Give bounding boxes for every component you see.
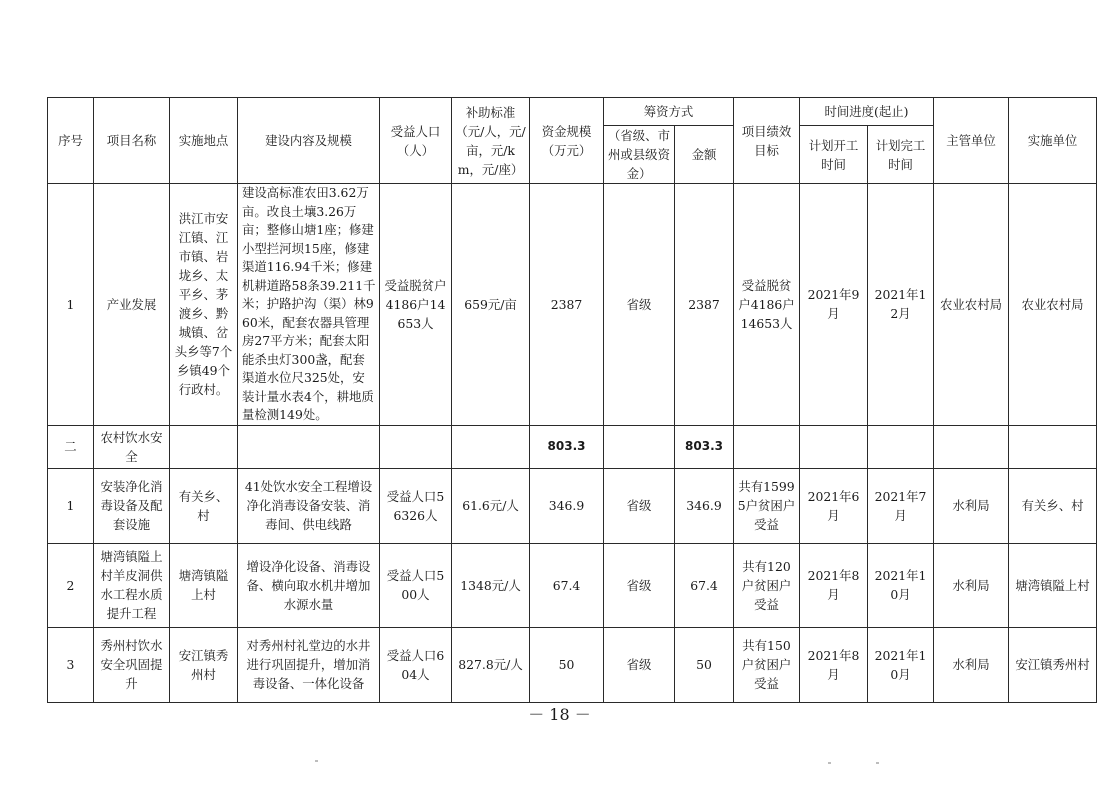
section-executor bbox=[1009, 425, 1097, 468]
section-authority bbox=[934, 425, 1009, 468]
scan-speck bbox=[315, 760, 318, 762]
cell-content: 对秀州村礼堂边的水井进行巩固提升，增加消毒设备、一体化设备 bbox=[238, 627, 380, 702]
cell-subsidy: 61.6元/人 bbox=[452, 468, 530, 543]
scan-speck bbox=[828, 762, 831, 764]
cell-end: 2021年12月 bbox=[868, 184, 934, 426]
cell-beneficiaries: 受益人口56326人 bbox=[380, 468, 452, 543]
header-end: 计划完工时间 bbox=[868, 126, 934, 184]
cell-authority: 水利局 bbox=[934, 468, 1009, 543]
cell-funding-amount: 2387 bbox=[675, 184, 734, 426]
cell-end: 2021年10月 bbox=[868, 543, 934, 627]
cell-seq: 1 bbox=[48, 468, 94, 543]
cell-name: 塘湾镇隘上村羊皮洞供水工程水质提升工程 bbox=[94, 543, 170, 627]
cell-start: 2021年9月 bbox=[800, 184, 868, 426]
cell-seq: 2 bbox=[48, 543, 94, 627]
cell-executor: 塘湾镇隘上村 bbox=[1009, 543, 1097, 627]
cell-subsidy: 659元/亩 bbox=[452, 184, 530, 426]
cell-end: 2021年7月 bbox=[868, 468, 934, 543]
header-content: 建设内容及规模 bbox=[238, 98, 380, 184]
header-scale: 资金规模（万元） bbox=[530, 98, 604, 184]
header-start: 计划开工时间 bbox=[800, 126, 868, 184]
cell-location: 安江镇秀州村 bbox=[170, 627, 238, 702]
cell-performance: 受益脱贫户4186户14653人 bbox=[734, 184, 800, 426]
project-plan-table bbox=[47, 97, 1097, 703]
header-subsidy: 补助标准（元/人，元/亩，元/km，元/座） bbox=[452, 98, 530, 184]
cell-authority: 水利局 bbox=[934, 627, 1009, 702]
header-location: 实施地点 bbox=[170, 98, 238, 184]
cell-start: 2021年8月 bbox=[800, 627, 868, 702]
table-row bbox=[48, 543, 1097, 627]
cell-beneficiaries: 受益人口604人 bbox=[380, 627, 452, 702]
cell-beneficiaries: 受益脱贫户4186户14653人 bbox=[380, 184, 452, 426]
cell-funding-source: 省级 bbox=[604, 627, 675, 702]
header-name: 项目名称 bbox=[94, 98, 170, 184]
cell-funding-source: 省级 bbox=[604, 468, 675, 543]
cell-location: 有关乡、村 bbox=[170, 468, 238, 543]
cell-authority: 水利局 bbox=[934, 543, 1009, 627]
cell-funding-amount: 67.4 bbox=[675, 543, 734, 627]
cell-executor: 有关乡、村 bbox=[1009, 468, 1097, 543]
header-executor: 实施单位 bbox=[1009, 98, 1097, 184]
cell-name: 产业发展 bbox=[94, 184, 170, 426]
cell-seq: 1 bbox=[48, 184, 94, 426]
header-schedule: 时间进度(起止) bbox=[800, 98, 934, 126]
cell-funding-source: 省级 bbox=[604, 543, 675, 627]
section-end bbox=[868, 425, 934, 468]
section-location bbox=[170, 425, 238, 468]
cell-subsidy: 1348元/人 bbox=[452, 543, 530, 627]
cell-scale: 50 bbox=[530, 627, 604, 702]
cell-scale: 2387 bbox=[530, 184, 604, 426]
section-content bbox=[238, 425, 380, 468]
header-row-1 bbox=[48, 98, 1097, 126]
cell-name: 秀州村饮水安全巩固提升 bbox=[94, 627, 170, 702]
cell-executor: 农业农村局 bbox=[1009, 184, 1097, 426]
header-authority: 主管单位 bbox=[934, 98, 1009, 184]
scan-speck bbox=[876, 762, 879, 764]
header-beneficiaries: 受益人口（人） bbox=[380, 98, 452, 184]
section-row bbox=[48, 425, 1097, 468]
cell-start: 2021年8月 bbox=[800, 543, 868, 627]
cell-content: 41处饮水安全工程增设净化消毒设备安装、消毒间、供电线路 bbox=[238, 468, 380, 543]
section-scale: 803.3 bbox=[530, 425, 604, 468]
cell-performance: 共有15995户贫困户受益 bbox=[734, 468, 800, 543]
cell-scale: 346.9 bbox=[530, 468, 604, 543]
cell-funding-source: 省级 bbox=[604, 184, 675, 426]
section-funding-source bbox=[604, 425, 675, 468]
header-funding-amount: 金额 bbox=[675, 126, 734, 184]
section-beneficiaries bbox=[380, 425, 452, 468]
cell-location: 洪江市安江镇、江市镇、岩垅乡、太平乡、茅渡乡、黔城镇、岔头乡等7个乡镇49个行政村。 bbox=[170, 184, 238, 426]
cell-name: 安装净化消毒设备及配套设施 bbox=[94, 468, 170, 543]
section-funding-amount: 803.3 bbox=[675, 425, 734, 468]
cell-performance: 共有120户贫困户受益 bbox=[734, 543, 800, 627]
header-performance: 项目绩效目标 bbox=[734, 98, 800, 184]
table-row bbox=[48, 627, 1097, 702]
section-performance bbox=[734, 425, 800, 468]
section-name: 农村饮水安全 bbox=[94, 425, 170, 468]
cell-start: 2021年6月 bbox=[800, 468, 868, 543]
cell-performance: 共有150户贫困户受益 bbox=[734, 627, 800, 702]
cell-subsidy: 827.8元/人 bbox=[452, 627, 530, 702]
section-subsidy bbox=[452, 425, 530, 468]
header-funding: 筹资方式 bbox=[604, 98, 734, 126]
section-seq: 二 bbox=[48, 425, 94, 468]
cell-content: 增设净化设备、消毒设备、横向取水机井增加水源水量 bbox=[238, 543, 380, 627]
cell-beneficiaries: 受益人口500人 bbox=[380, 543, 452, 627]
cell-seq: 3 bbox=[48, 627, 94, 702]
cell-content: 建设高标准农田3.62万亩。改良土壤3.26万亩；整修山塘1座；修建小型拦河坝15座，修建渠道116.94千米；修建机耕道路58条39.211千米；护路护沟（渠）林960米，配套农器具管理房27平方米；配套太阳能杀虫灯300盏，配套渠道水位尺325处，安装计量水表4个，耕地质量检测149处。 bbox=[238, 184, 380, 426]
cell-executor: 安江镇秀州村 bbox=[1009, 627, 1097, 702]
table-row bbox=[48, 184, 1097, 426]
header-seq: 序号 bbox=[48, 98, 94, 184]
table-row bbox=[48, 468, 1097, 543]
header-funding-source: （省级、市州或县级资金） bbox=[604, 126, 675, 184]
cell-funding-amount: 346.9 bbox=[675, 468, 734, 543]
section-start bbox=[800, 425, 868, 468]
cell-funding-amount: 50 bbox=[675, 627, 734, 702]
cell-scale: 67.4 bbox=[530, 543, 604, 627]
cell-authority: 农业农村局 bbox=[934, 184, 1009, 426]
page-number: － 18 － bbox=[528, 705, 591, 724]
cell-end: 2021年10月 bbox=[868, 627, 934, 702]
cell-location: 塘湾镇隘上村 bbox=[170, 543, 238, 627]
